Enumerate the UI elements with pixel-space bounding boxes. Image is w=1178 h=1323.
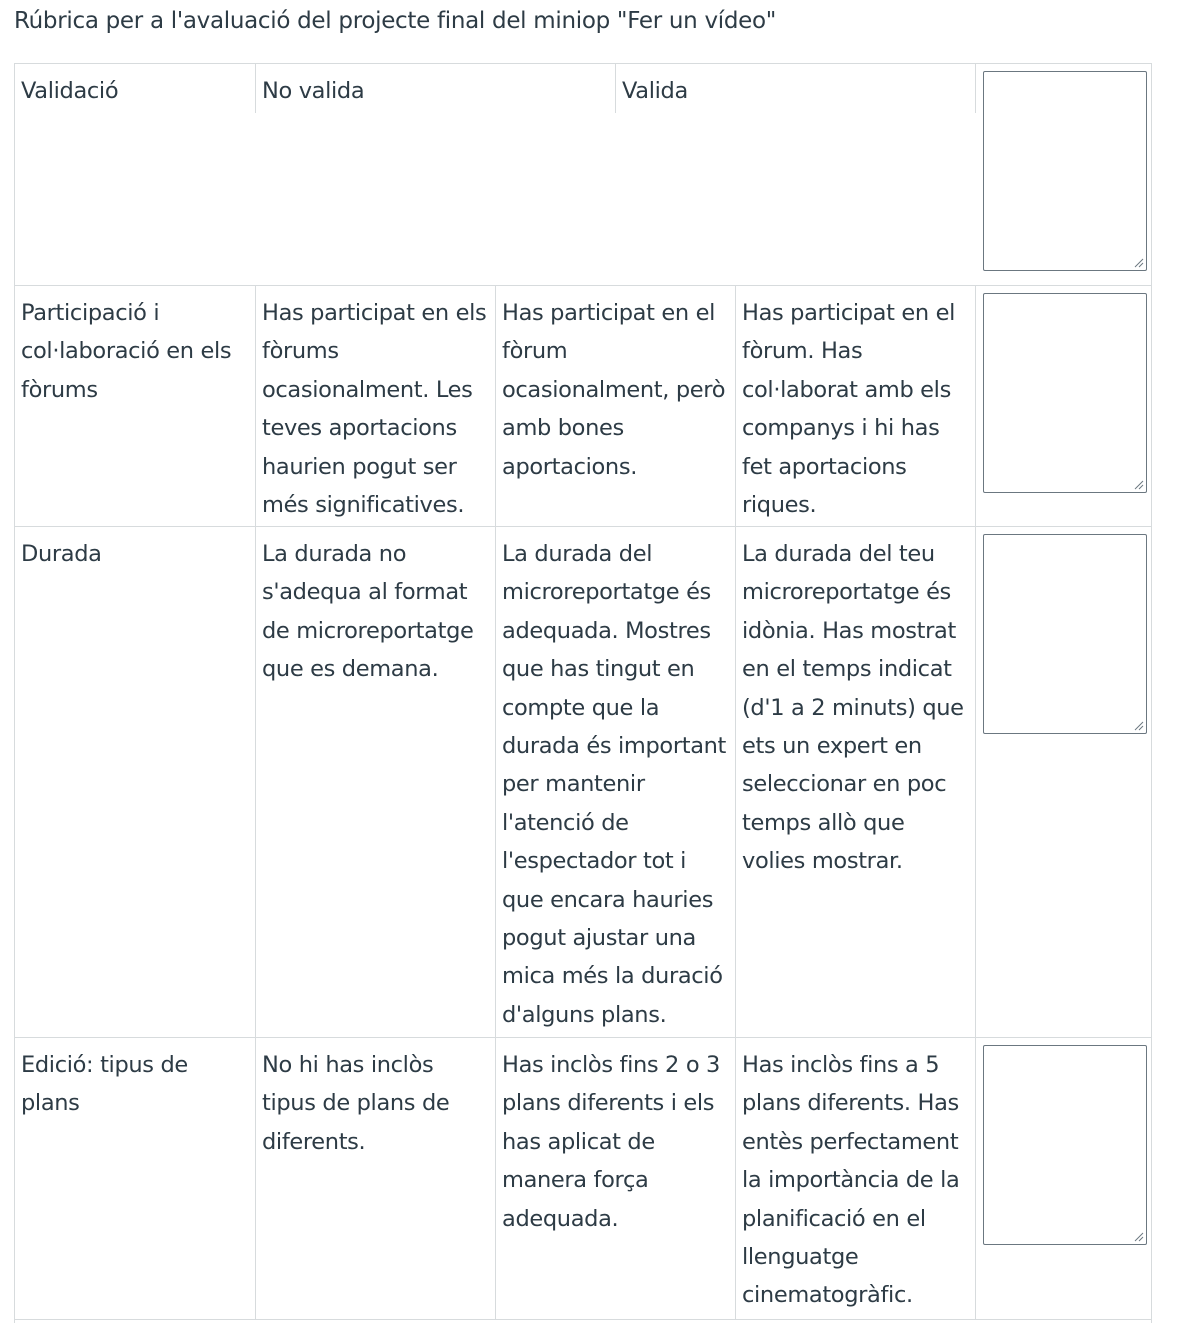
criterion-label: Validació [15,64,256,113]
criterion-label: Durada [15,527,256,1037]
rating-cell: Has inclòs fins a 5 plans diferents. Has entès perfectament la importància de la planificació en el llenguatge cinematogràfic. [736,1038,976,1319]
criterion-label: Participació i col·laboració en els fòrums [15,286,256,526]
criterion-label: Edició: tipus de plans [15,1038,256,1319]
rating-cell: Has inclòs fins 2 o 3 plans diferents i els has aplicat de manera força adequada. [496,1038,736,1319]
table-row [15,1038,1152,1320]
table-row [15,286,1152,527]
resize-handle-icon[interactable] [1134,721,1144,731]
score-textarea[interactable] [983,1045,1147,1245]
rating-cell: No valida [256,64,616,113]
table-row [15,527,1152,1038]
score-textarea[interactable] [983,71,1147,271]
resize-handle-icon[interactable] [1134,258,1144,268]
resize-handle-icon[interactable] [1134,480,1144,490]
rating-cell: Valida [616,64,976,113]
table-row [15,64,1152,286]
score-textarea[interactable] [983,534,1147,734]
rating-cell: Has participat en el fòrum ocasionalment, però amb bones aportacions. [496,286,736,526]
resize-handle-icon[interactable] [1134,1232,1144,1242]
rating-cell: Has participat en el fòrum. Has col·laborat amb els companys i hi has fet aportacions riques. [736,286,976,526]
rating-cell: Has participat en els fòrums ocasionalment. Les teves aportacions haurien pogut ser més significatives. [256,286,496,526]
rubric-table [14,63,1152,1323]
rating-cell: La durada del teu microreportatge és idònia. Has mostrat en el temps indicat (d'1 a 2 minuts) que ets un expert en seleccionar en poc temps allò que volies mostrar. [736,527,976,1037]
score-textarea[interactable] [983,293,1147,493]
rating-cell: La durada del microreportatge és adequada. Mostres que has tingut en compte que la durada és important per mantenir l'atenció de l'espectador tot i que encara hauries pogut ajustar una mica més la duració d'alguns plans. [496,527,736,1037]
rating-cell: La durada no s'adequa al format de microreportatge que es demana. [256,527,496,1037]
rating-cell: No hi has inclòs tipus de plans de diferents. [256,1038,496,1319]
page-title: Rúbrica per a l'avaluació del projecte final del miniop "Fer un vídeo" [14,8,777,34]
